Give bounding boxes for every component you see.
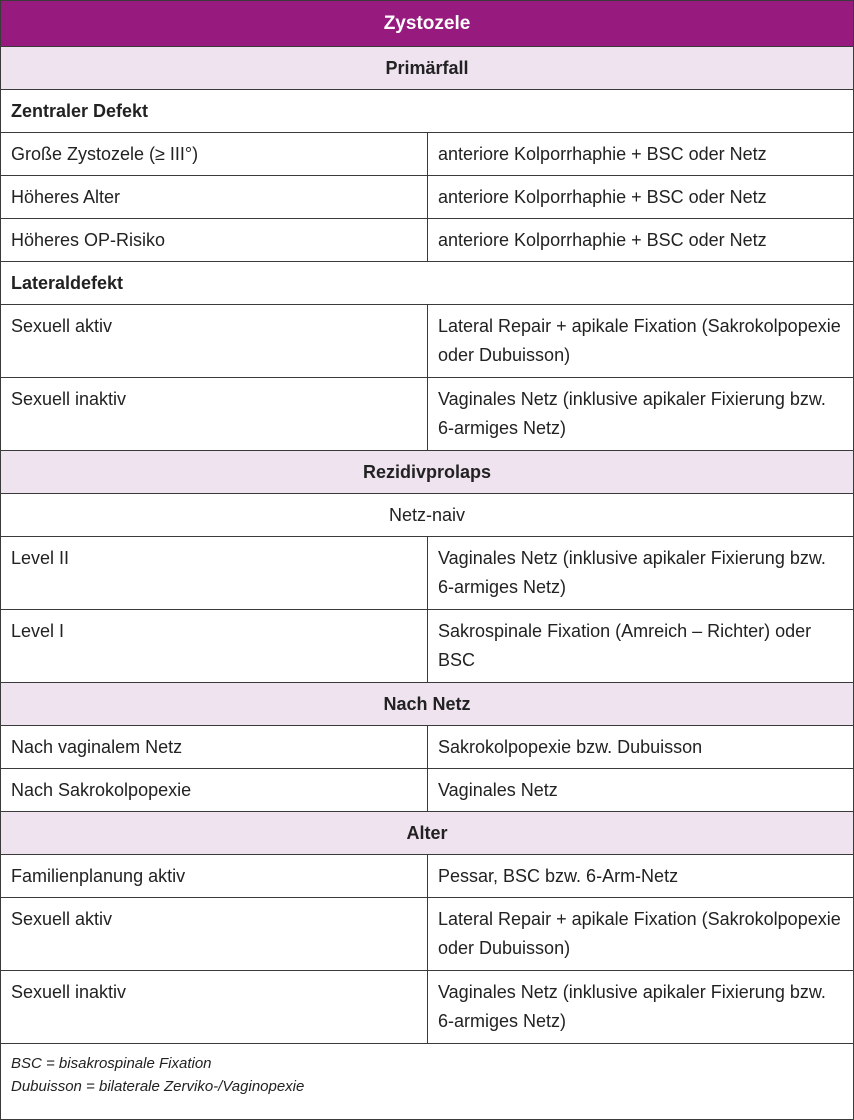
condition-cell: Nach vaginalem Netz (1, 726, 428, 769)
table-row (1, 133, 854, 176)
condition-cell: Level I (1, 610, 428, 683)
table-row (1, 610, 854, 683)
condition-cell: Sexuell aktiv (1, 305, 428, 378)
therapy-cell: Pessar, BSC bzw. 6-Arm-Netz (428, 855, 854, 898)
therapy-cell: Lateral Repair + apikale Fixation (Sakrokolpopexie oder Dubuisson) (428, 898, 854, 971)
therapy-cell: anteriore Kolporrhaphie + BSC oder Netz (428, 133, 854, 176)
table-row (1, 898, 854, 971)
condition-cell: Sexuell inaktiv (1, 971, 428, 1044)
group-header-netz-naiv: Netz-naiv (1, 494, 854, 537)
table-row (1, 176, 854, 219)
condition-cell: Höheres Alter (1, 176, 428, 219)
table-row (1, 537, 854, 610)
group-header-lateraldefekt: Lateraldefekt (1, 262, 854, 305)
condition-cell: Höheres OP-Risiko (1, 219, 428, 262)
section-header-rezidivprolaps: Rezidivprolaps (1, 451, 854, 494)
therapy-cell: anteriore Kolporrhaphie + BSC oder Netz (428, 219, 854, 262)
condition-cell: Sexuell inaktiv (1, 378, 428, 451)
section-header-primaerfall: Primärfall (1, 47, 854, 90)
table-row (1, 769, 854, 812)
footnote-bsc: BSC = bisakrospinale Fixation (11, 1055, 212, 1072)
section-header-alter: Alter (1, 812, 854, 855)
section-header-nach-netz: Nach Netz (1, 683, 854, 726)
condition-cell: Große Zystozele (≥ III°) (1, 133, 428, 176)
table-row (1, 219, 854, 262)
table-row (1, 971, 854, 1044)
condition-cell: Level II (1, 537, 428, 610)
table-title: Zystozele (1, 1, 854, 47)
therapy-cell: Vaginales Netz (inklusive apikaler Fixierung bzw. 6-armiges Netz) (428, 378, 854, 451)
footnote-dubuisson: Dubuisson = bilaterale Zerviko-/Vaginopexie (11, 1078, 305, 1095)
footnote-cell (1, 1044, 854, 1120)
therapy-cell: Sakrospinale Fixation (Amreich – Richter) oder BSC (428, 610, 854, 683)
group-header-zentraler-defekt: Zentraler Defekt (1, 90, 854, 133)
therapy-cell: Vaginales Netz (428, 769, 854, 812)
therapy-cell: Lateral Repair + apikale Fixation (Sakrokolpopexie oder Dubuisson) (428, 305, 854, 378)
therapy-cell: Sakrokolpopexie bzw. Dubuisson (428, 726, 854, 769)
table-row (1, 855, 854, 898)
condition-cell: Nach Sakrokolpopexie (1, 769, 428, 812)
therapy-cell: Vaginales Netz (inklusive apikaler Fixierung bzw. 6-armiges Netz) (428, 971, 854, 1044)
therapy-cell: Vaginales Netz (inklusive apikaler Fixierung bzw. 6-armiges Netz) (428, 537, 854, 610)
condition-cell: Sexuell aktiv (1, 898, 428, 971)
table-row (1, 378, 854, 451)
table-row (1, 726, 854, 769)
table-row (1, 305, 854, 378)
condition-cell: Familienplanung aktiv (1, 855, 428, 898)
therapy-cell: anteriore Kolporrhaphie + BSC oder Netz (428, 176, 854, 219)
